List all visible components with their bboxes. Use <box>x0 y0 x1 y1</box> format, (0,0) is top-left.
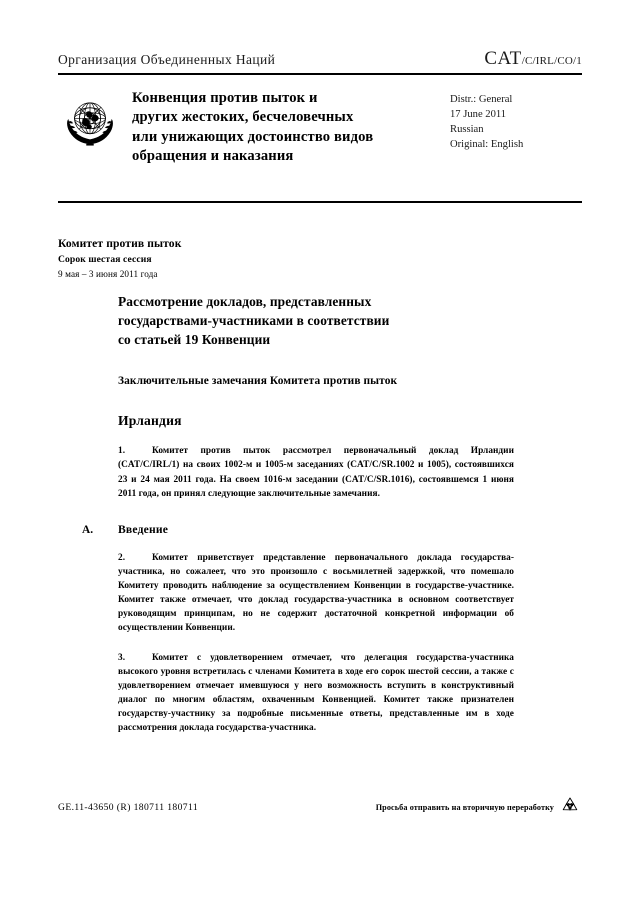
emblem-container <box>58 89 132 153</box>
recycle-icon <box>558 795 582 819</box>
paragraph-1 <box>118 444 514 501</box>
section-title: Введение <box>118 522 169 536</box>
committee-block <box>58 236 582 281</box>
page-title-line: Рассмотрение докладов, представленных <box>118 294 372 309</box>
country-heading: Ирландия <box>118 413 182 429</box>
paragraph-number: 1. <box>118 446 126 457</box>
paragraph-text: Комитет с удовлетворением отмечает, что делегация государства-участника высокого уровня встретилась с членами Комитета в ходе его сорок шестой сессии, а также с удовлетворением отмечает имевшуюся у него возможность вступить в конструктивный диалог по многим областям, охваченным Конвенцией. Комитет также признателен государству-участнику за подробные письменные ответы, представленные им в ходе рассмотрения доклада государства-участника. <box>118 652 514 734</box>
section-heading-a <box>82 523 514 536</box>
convention-title <box>132 89 450 167</box>
document-symbol <box>484 48 582 70</box>
masthead-bottom-rule <box>58 201 582 203</box>
committee-session: Сорок шестая сессия <box>58 253 152 265</box>
paragraph-number: 3. <box>118 652 126 663</box>
organization-row <box>58 48 582 72</box>
convention-title-line: или унижающих достоинство видов <box>132 128 374 145</box>
paragraph-number: 2. <box>118 552 126 563</box>
masthead-body <box>58 89 582 185</box>
document-symbol-suffix: /C/IRL/CO/1 <box>521 55 582 67</box>
page-footer <box>58 795 582 819</box>
page-title <box>118 293 514 349</box>
convention-title-line: Конвенция против пыток и <box>132 90 318 106</box>
paragraph-text: Комитет приветствует представление первоначального доклада государства-участника, но сожалеет, что это произошло с восьмилетней задержкой, что помешало Комитету проводить наблюдение за осуществлением Конвенции в государстве-участнике. Комитет также отмечает, что доклад государства-участника в основном соответствует руководящим принципам, но не содержит достаточной конкретной информации об осуществлении Конвенции. <box>118 552 514 634</box>
page-title-line: государствами-участниками в соответствии <box>118 312 390 328</box>
document-content <box>82 293 514 735</box>
recycle-text: Просьба отправить на вторичную переработку <box>375 802 554 812</box>
document-code: GE.11-43650 (R) 180711 180711 <box>58 801 199 813</box>
document-subtitle: Заключительные замечания Комитета против пыток <box>118 375 398 388</box>
distr-general: Distr.: General <box>450 94 513 105</box>
recycle-notice <box>376 795 582 819</box>
organization-name: Организация Объединенных Наций <box>58 52 276 67</box>
page-title-line: со статьей 19 Конвенции <box>118 331 271 347</box>
committee-dates: 9 мая – 3 июня 2011 года <box>58 268 158 279</box>
distr-date: 17 June 2011 <box>450 109 507 121</box>
paragraph-2 <box>118 551 514 636</box>
convention-title-line: других жестоких, бесчеловечных <box>132 109 354 126</box>
un-emblem-icon <box>58 91 122 153</box>
masthead <box>58 48 582 203</box>
committee-name: Комитет против пыток <box>58 237 182 250</box>
distr-language: Russian <box>450 124 484 136</box>
document-symbol-main: CAT <box>484 48 522 69</box>
paragraph-text: Комитет против пыток рассмотрел первоначальный доклад Ирландии (CAT/C/IRL/1) на своих 1002-м и 1005-м заседаниях (CAT/C/SR.1002 и 1005), состоявшихся 23 и 24 мая 2011 года. На своем 1016-м заседании (CAT/C/SR.1016), состоявшемся 1 июня 2011 года, он принял следующие заключительные замечания. <box>118 446 514 499</box>
convention-title-line: обращения и наказания <box>132 148 294 165</box>
distribution-block <box>450 89 582 152</box>
section-letter: A. <box>82 523 94 536</box>
masthead-top-rule <box>58 73 582 75</box>
paragraph-3 <box>118 651 514 736</box>
distr-original: Original: English <box>450 139 524 151</box>
